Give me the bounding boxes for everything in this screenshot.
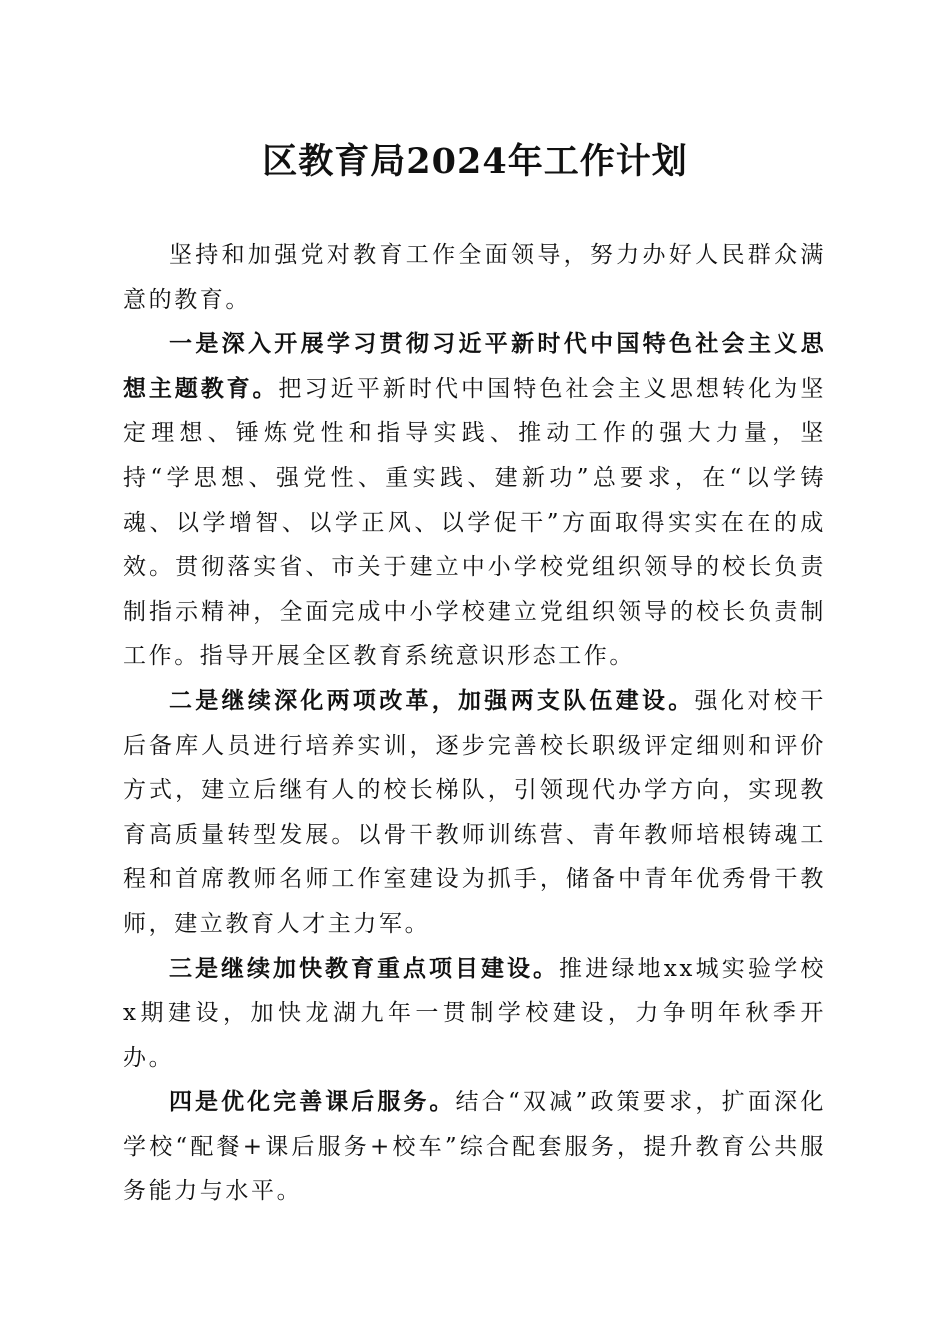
section-4-text: 结合“双减”政策要求，扩面深化学校“配餐+课后服务+校车”综合配套服务，提升教育公共服务能力与水平。 bbox=[123, 1089, 826, 1205]
section-1-lead: 一是深入开展学习贯彻习近平新时代中国特色社会主义思想主题教育。 bbox=[123, 331, 826, 402]
section-paragraph-3 bbox=[123, 947, 826, 1081]
document-body bbox=[123, 233, 826, 1214]
section-paragraph-2 bbox=[123, 679, 826, 947]
section-2-lead: 二是继续深化两项改革，加强两支队伍建设。 bbox=[169, 687, 695, 714]
section-2-text: 强化对校干后备库人员进行培养实训，逐步完善校长职级评定细则和评价方式，建立后继有人的校长梯队，引领现代办学方向，实现教育高质量转型发展。以骨干教师训练营、青年教师培根铸魂工程和首席教师名师工作室建设为抓手，储备中青年优秀骨干教师，建立教育人才主力军。 bbox=[123, 687, 826, 937]
section-3-text: 推进绿地xx城实验学校x期建设，加快龙湖九年一贯制学校建设，力争明年秋季开办。 bbox=[123, 955, 827, 1071]
section-3-lead: 三是继续加快教育重点项目建设。 bbox=[169, 955, 560, 982]
section-paragraph-1 bbox=[123, 322, 826, 679]
intro-paragraph: 坚持和加强党对教育工作全面领导，努力办好人民群众满意的教育。 bbox=[123, 242, 826, 313]
section-paragraph-4 bbox=[123, 1080, 826, 1214]
section-4-lead: 四是优化完善课后服务。 bbox=[169, 1089, 456, 1116]
section-1-text: 把习近平新时代中国特色社会主义思想转化为坚定理想、锤炼党性和指导实践、推动工作的强大力量，坚持“学思想、强党性、重实践、建新功”总要求，在“以学铸魂、以学增智、以学正风、以学促干”方面取得实实在在的成效。贯彻落实省、市关于建立中小学校党组织领导的校长负责制指示精神，全面完成中小学校建立党组织领导的校长负责制工作。指导开展全区教育系统意识形态工作。 bbox=[123, 375, 826, 670]
document-title: 区教育局2024年工作计划 bbox=[262, 141, 688, 182]
